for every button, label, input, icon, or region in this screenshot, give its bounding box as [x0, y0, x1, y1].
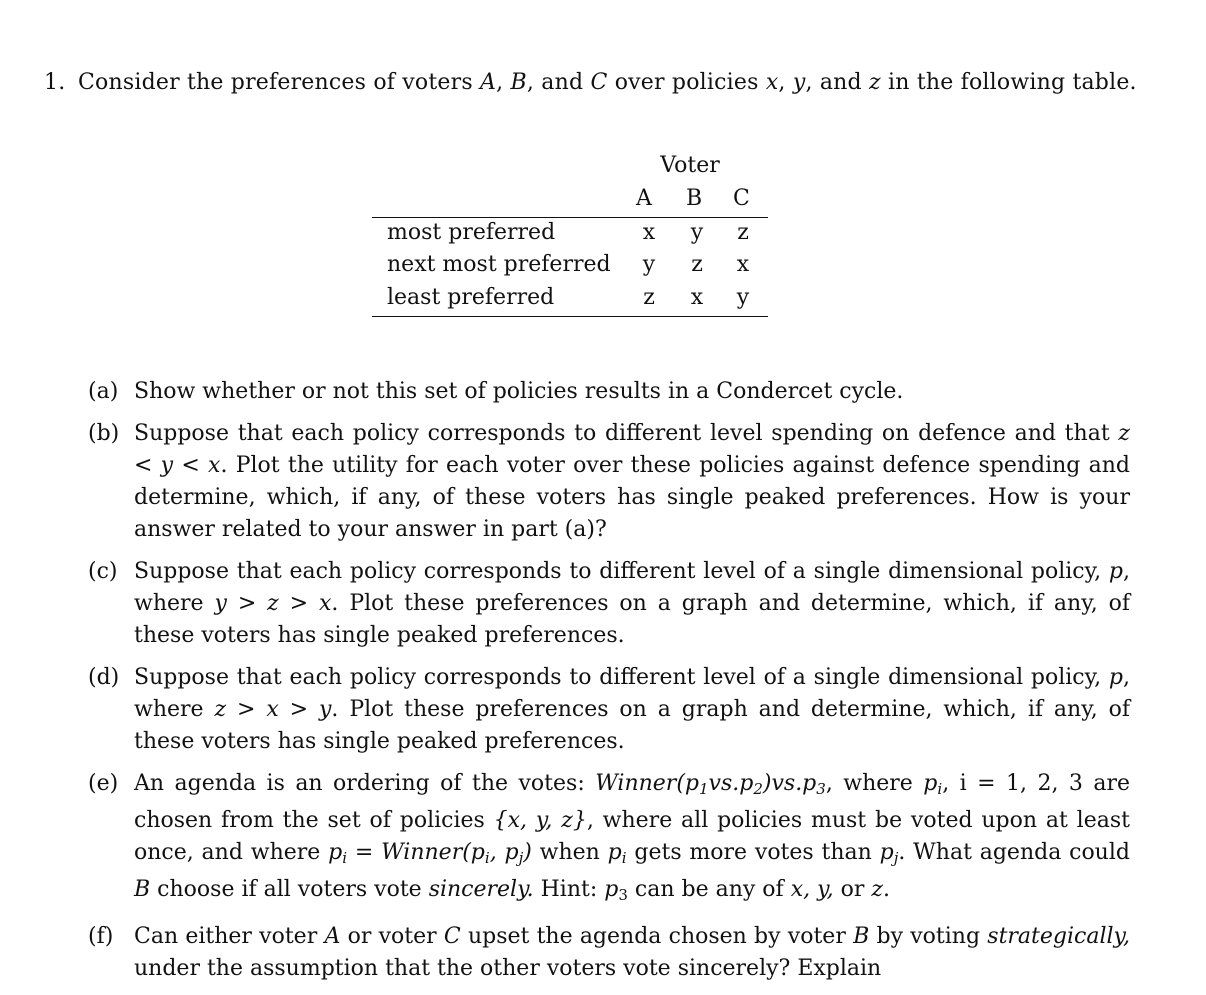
part-f: (f) Can either voter A or voter C upset the agenda chosen by voter B by voting strategically, under the assumption that the other voters vote sincerely? Explain — [88, 924, 1131, 981]
part-b: (b) Suppose that each policy corresponds to different level spending on defence and that z < y < x. Plot the utility for each voter over these policies against defence spending and determine, which, if any, of these voters has single peaked preferences. How is your answer related to your answer in part (a)? — [88, 421, 1131, 542]
row-label-least: least preferred — [387, 285, 555, 310]
sub-questions — [88, 376, 1130, 995]
cell-c-least: y — [736, 285, 750, 310]
part-e: (e) An agenda is an ordering of the votes: $Winner(p_1vs.p_2)vs.p_3$, where $p_i$, i = 1, 2, 3 are chosen from the set of policies {x, y, z}, where all policies must be voted upon at least once, and where $p_i$ = $Winner(p_i$, $p_j$) when $p_i$ gets more votes than $p_j$. What agenda could B choose if all voters vote sincerely. Hint: $p_3$ can be any of x, y, or z. — [88, 771, 1130, 904]
cell-a-least: z — [643, 285, 655, 310]
cell-a-most: x — [642, 220, 656, 245]
row-label-most: most preferred — [387, 220, 556, 245]
part-a: (a) Show whether or not this set of policies results in a Condercet cycle. — [88, 379, 904, 404]
cell-b-next: z — [691, 252, 703, 277]
cell-c-next: x — [736, 252, 750, 277]
part-d: (d) Suppose that each policy corresponds to different level of a single dimensional policy, p, where z > x > y. Plot these preferences on a graph and determine, which, if any, of these voters has single peaked preferences. — [88, 665, 1130, 754]
column-header-b: B — [686, 186, 703, 211]
column-header-c: C — [733, 186, 750, 211]
column-header-a: A — [636, 186, 652, 211]
row-label-next: next most preferred — [387, 252, 611, 277]
part-c: (c) Suppose that each policy corresponds to different level of a single dimensional policy, p, where y > z > x. Plot these preferences on a graph and determine, which, if any, of these voters has single peaked preferences. — [88, 559, 1130, 648]
table-rule-bottom — [372, 316, 768, 317]
cell-b-least: x — [690, 285, 704, 310]
question-intro: 1. Consider the preferences of voters A, B, and C over policies x, y, and z in the following table. — [44, 70, 1137, 95]
voter-group-header: Voter — [660, 153, 720, 178]
cell-c-most: z — [737, 220, 749, 245]
question-number: 1. — [44, 70, 66, 95]
cell-a-next: y — [642, 252, 656, 277]
cell-b-most: y — [690, 220, 704, 245]
table-rule-top — [372, 217, 768, 218]
